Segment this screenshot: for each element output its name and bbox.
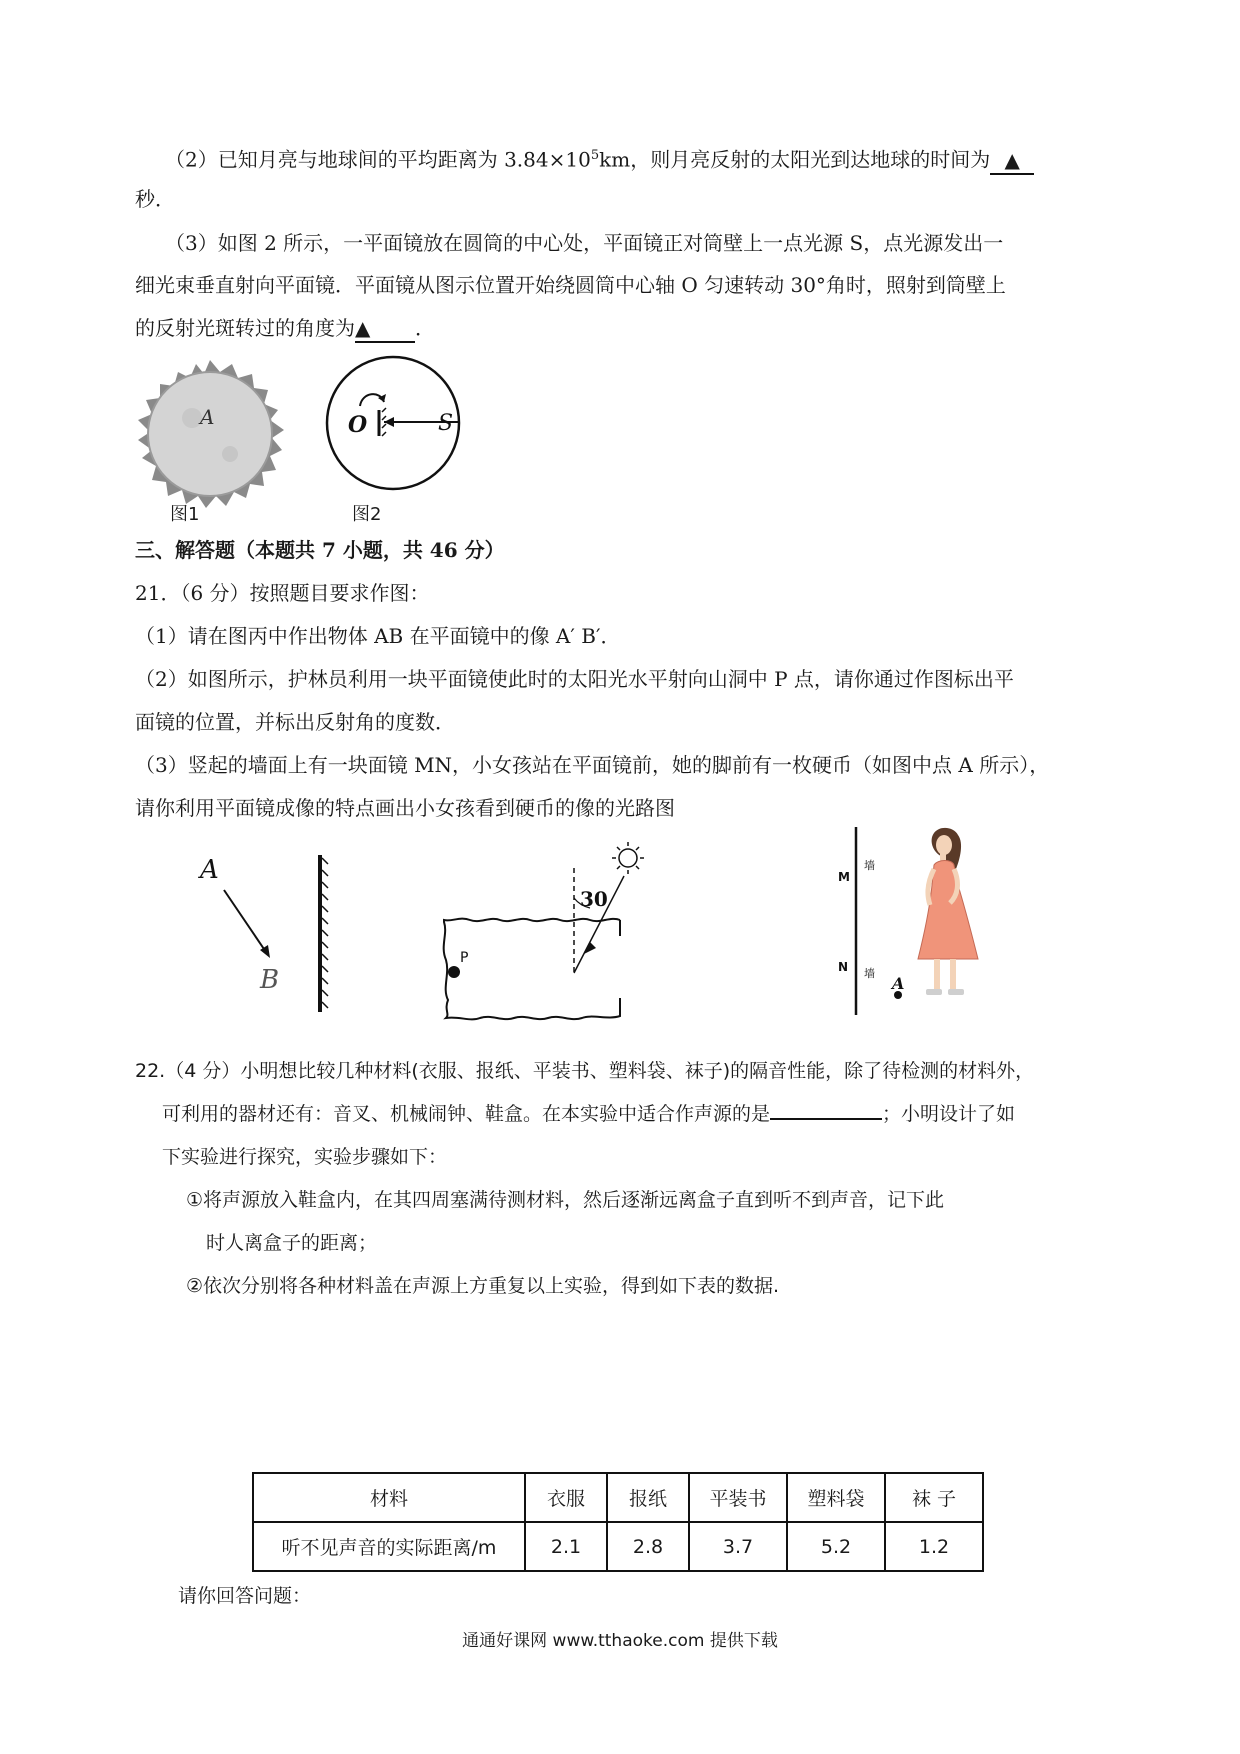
q20-part3-line1: （3）如图 2 所示，一平面镜放在圆筒的中心处，平面镜正对筒壁上一点光源 S，点光源发出一 — [165, 231, 1004, 255]
q20-part2-answer-blank[interactable] — [990, 147, 1034, 175]
answer-marker-icon: ▲ — [355, 316, 371, 340]
figure-2-cylinder-mirror — [318, 348, 468, 498]
mirror-hatching — [322, 858, 328, 1008]
figure-q21-object-mirror — [190, 840, 370, 1030]
q22-line2-text: 可利用的器材还有：音叉、机械闹钟、鞋盒。在本实验中适合作声源的是 — [162, 1103, 771, 1125]
table-cell-distance: 5.2 — [787, 1522, 885, 1571]
section-3-title: 三、解答题（本题共 7 小题，共 46 分） — [135, 538, 505, 562]
table-header-material: 材料 — [253, 1473, 525, 1522]
wall-label-1: 墙 — [864, 859, 875, 872]
table-cell-material: 报纸 — [607, 1473, 689, 1522]
q22-line2-end: ；小明设计了如 — [882, 1103, 1016, 1125]
q20-part2-exponent: 5 — [590, 148, 600, 163]
q22-line1: 22.（4 分）小明想比较几种材料(衣服、报纸、平装书、塑料袋、袜子)的隔音性能，除了待检测的材料外， — [135, 1060, 1035, 1082]
figure-1-moon — [130, 358, 290, 518]
q22-step1-line2: 时人离盒子的距离； — [206, 1232, 378, 1254]
q20-part3-line3 — [135, 315, 435, 343]
q21-header: 21．（6 分）按照题目要求作图： — [135, 581, 430, 605]
q21-part3-line2: 请你利用平面镜成像的特点画出小女孩看到硬币的像的光路图 — [135, 796, 675, 820]
sun-icon — [612, 842, 644, 874]
figure-q21-wall-girl — [830, 825, 1010, 1025]
mirror-point-m: M — [838, 870, 850, 884]
fig1-caption: 图1 — [170, 504, 200, 525]
table-row-distance — [253, 1522, 983, 1571]
q22-question: 请你回答问题： — [178, 1585, 312, 1607]
coin-label-a: A — [892, 974, 905, 993]
table-cell-material: 平装书 — [689, 1473, 787, 1522]
angle-30-label: 30 — [580, 887, 608, 911]
table-cell-distance: 3.7 — [689, 1522, 787, 1571]
girl-figure — [918, 828, 978, 995]
wall-label-2: 墙 — [864, 967, 875, 980]
point-p-label: P — [460, 950, 469, 966]
q22-step1-line1: ①将声源放入鞋盒内，在其四周塞满待测材料，然后逐渐远离盒子直到听不到声音，记下此 — [186, 1189, 945, 1211]
table-cell-material: 塑料袋 — [787, 1473, 885, 1522]
moon-disc — [148, 372, 272, 496]
object-ab-arrow — [224, 890, 266, 952]
q21-part1: （1）请在图丙中作出物体 AB 在平面镜中的像 A′ B′． — [135, 624, 621, 648]
fig1-point-a: A — [200, 405, 215, 429]
q20-part3-line2: 细光束垂直射向平面镜．平面镜从图示位置开始绕圆筒中心轴 O 匀速转动 30°角时，照射到筒壁上 — [135, 273, 1006, 297]
fig2-caption: 图2 — [352, 504, 382, 525]
q20-part3-answer-blank[interactable] — [355, 315, 415, 343]
q21-part3-line1: （3）竖起的墙面上有一块面镜 MN，小女孩站在平面镜前，她的脚前有一枚硬币（如图中点 A 所示）， — [135, 753, 1050, 777]
q20-part2-unit: 秒． — [135, 187, 175, 211]
page-footer: 通通好课网 www.tthaoke.com 提供下载 — [462, 1631, 778, 1651]
q22-sound-source-blank[interactable] — [770, 1118, 882, 1120]
q20-part2-text-a: （2）已知月亮与地球间的平均距离为 3.84×10 — [165, 147, 591, 172]
q21-part2-line2: 面镜的位置，并标出反射角的度数． — [135, 710, 455, 734]
mirror-point-n: N — [838, 960, 849, 974]
table-header-distance: 听不见声音的实际距离/m — [253, 1522, 525, 1571]
figure-q21-cave-sun — [440, 838, 720, 1038]
rotation-arrow-icon — [360, 394, 384, 406]
q22-data-table — [252, 1472, 984, 1572]
table-cell-material: 袜 子 — [885, 1473, 983, 1522]
answer-marker-icon: ▲ — [1004, 147, 1020, 172]
table-cell-distance: 1.2 — [885, 1522, 983, 1571]
q20-part3-text: 的反射光斑转过的角度为 — [135, 316, 355, 340]
q20-part2-line1 — [165, 143, 1034, 175]
table-cell-material: 衣服 — [525, 1473, 607, 1522]
fig2-center-o: O — [348, 412, 368, 438]
q22-step2: ②依次分别将各种材料盖在声源上方重复以上实验，得到如下表的数据. — [186, 1275, 780, 1297]
q22-line3: 下实验进行探究，实验步骤如下： — [162, 1146, 448, 1168]
point-b-label: B — [260, 965, 280, 995]
point-p — [448, 966, 460, 978]
q21-part2-line1: （2）如图所示，护林员利用一块平面镜使此时的太阳光水平射向山洞中 P 点，请你通过作图标出平 — [135, 667, 1014, 691]
table-cell-distance: 2.8 — [607, 1522, 689, 1571]
point-a-label: A — [200, 855, 219, 885]
table-row-materials — [253, 1473, 983, 1522]
q20-part3-end: ． — [415, 316, 435, 340]
q22-line2 — [162, 1101, 1015, 1127]
q20-part2-text-b: km，则月亮反射的太阳光到达地球的时间为 — [599, 147, 991, 172]
table-cell-distance: 2.1 — [525, 1522, 607, 1571]
sun-ray-arrow-icon — [584, 942, 596, 954]
fig2-source-s: S — [438, 411, 454, 436]
